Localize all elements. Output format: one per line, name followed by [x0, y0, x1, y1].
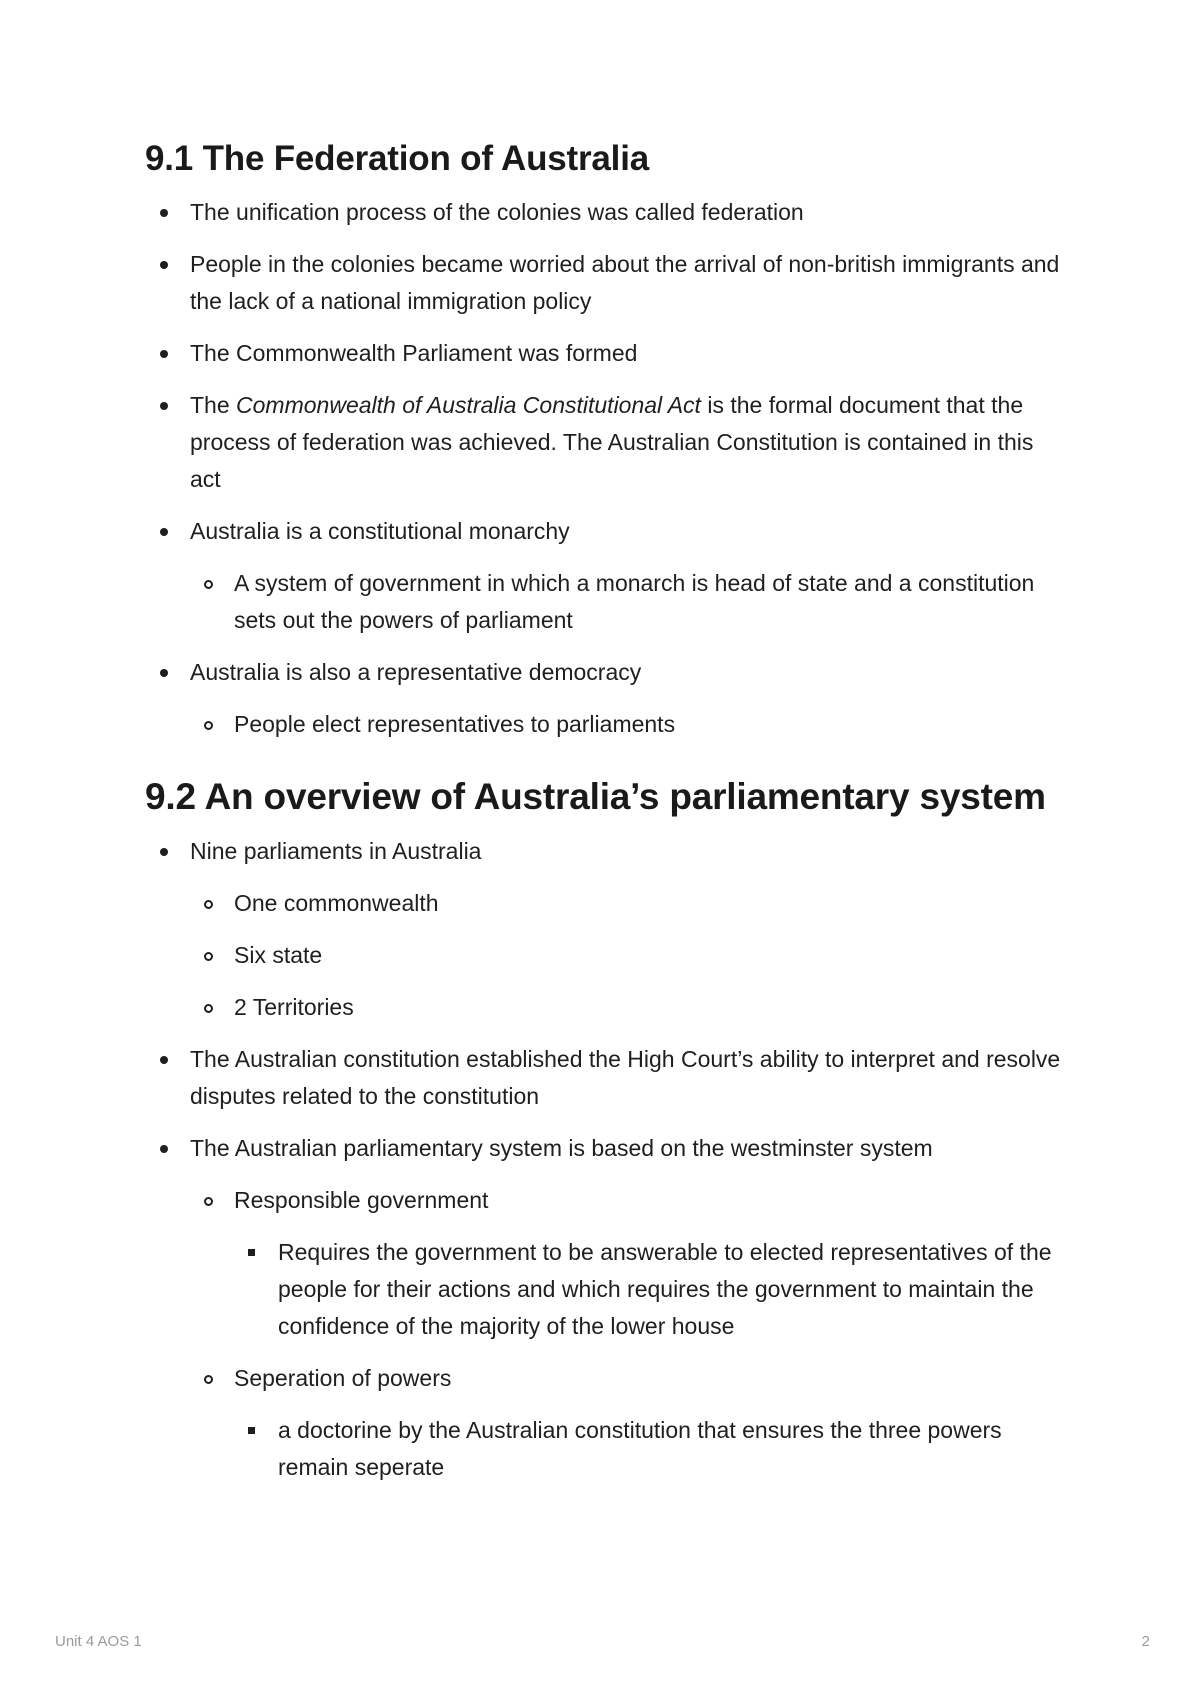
bullet-circle-icon [204, 900, 213, 909]
bullet-disc-icon [160, 261, 168, 269]
act-title: Commonwealth of Australia Constitutional Act [236, 392, 701, 418]
bullet-circle-icon [204, 1375, 213, 1384]
bullet-disc-icon [160, 350, 168, 358]
bullet-disc-icon [160, 402, 168, 410]
list-item-text: Requires the government to be answerable to elected representatives of the people for their actions and which requires the government to maintain the confidence of the majority of the lower house [278, 1239, 1052, 1339]
list-item-text: The Australian parliamentary system is based on the westminster system [190, 1135, 933, 1161]
bullet-disc-icon [160, 528, 168, 536]
bullet-disc-icon [160, 669, 168, 677]
bullet-square-icon [248, 1249, 255, 1256]
section-heading-federation: 9.1 The Federation of Australia [145, 139, 650, 178]
section-heading-parliamentary-system: 9.2 An overview of Australia’s parliamentary system [145, 776, 1046, 817]
list-item-text: One commonwealth [234, 890, 439, 916]
sub-list-item [145, 565, 1065, 639]
sub-sub-list-item [145, 1234, 1065, 1345]
sub-list-item [145, 937, 1065, 974]
list-item-text: a doctorine by the Australian constitution that ensures the three powers remain seperate [278, 1417, 1002, 1480]
sub-list-item [145, 706, 1065, 743]
list-item-text: Seperation of powers [234, 1365, 452, 1391]
list-item [145, 194, 1065, 231]
bullet-disc-icon [160, 1145, 168, 1153]
bullet-circle-icon [204, 1004, 213, 1013]
list-item-text: Responsible government [234, 1187, 489, 1213]
bullet-circle-icon [204, 1197, 213, 1206]
list-item-text: 2 Territories [234, 994, 354, 1020]
page-content [145, 136, 1065, 1501]
footer-unit-label: Unit 4 AOS 1 [55, 1633, 142, 1650]
bullet-disc-icon [160, 209, 168, 217]
list-item-text: Australia is also a representative democracy [190, 659, 642, 685]
bullet-disc-icon [160, 1056, 168, 1064]
sub-list-item [145, 1182, 1065, 1219]
list-item [145, 246, 1065, 320]
list-item-text-after: is the formal document that the process of federation was achieved. The Australian Constitution is contained in this act [190, 392, 1034, 492]
list-item-text-before: The [190, 392, 237, 418]
list-item [145, 833, 1065, 870]
bullet-circle-icon [204, 580, 213, 589]
list-item-text: The Australian constitution established the High Court’s ability to interpret and resolve disputes related to the constitution [190, 1046, 1061, 1109]
sub-list-item [145, 989, 1065, 1026]
list-item-text: People elect representatives to parliaments [234, 711, 676, 737]
list-item [145, 1041, 1065, 1115]
footer-page-number: 2 [1141, 1633, 1150, 1650]
list-item [145, 1130, 1065, 1167]
list-item-text: The Commonwealth Parliament was formed [190, 340, 638, 366]
list-item [145, 654, 1065, 691]
bullet-circle-icon [204, 721, 213, 730]
bullet-square-icon [248, 1427, 255, 1434]
list-item [145, 387, 1065, 498]
list-item-text: Six state [234, 942, 323, 968]
list-item-text: Nine parliaments in Australia [190, 838, 482, 864]
list-item-text: People in the colonies became worried about the arrival of non-british immigrants and the lack of a national immigration policy [190, 251, 1060, 314]
list-item-text: Australia is a constitutional monarchy [190, 518, 570, 544]
sub-list-item [145, 885, 1065, 922]
list-item-text: The unification process of the colonies was called federation [190, 199, 804, 225]
list-item-text: A system of government in which a monarch is head of state and a constitution sets out the powers of parliament [234, 570, 1035, 633]
sub-list-item [145, 1360, 1065, 1397]
bullet-circle-icon [204, 952, 213, 961]
list-item [145, 513, 1065, 550]
list-item [145, 335, 1065, 372]
bullet-disc-icon [160, 848, 168, 856]
sub-sub-list-item [145, 1412, 1065, 1486]
